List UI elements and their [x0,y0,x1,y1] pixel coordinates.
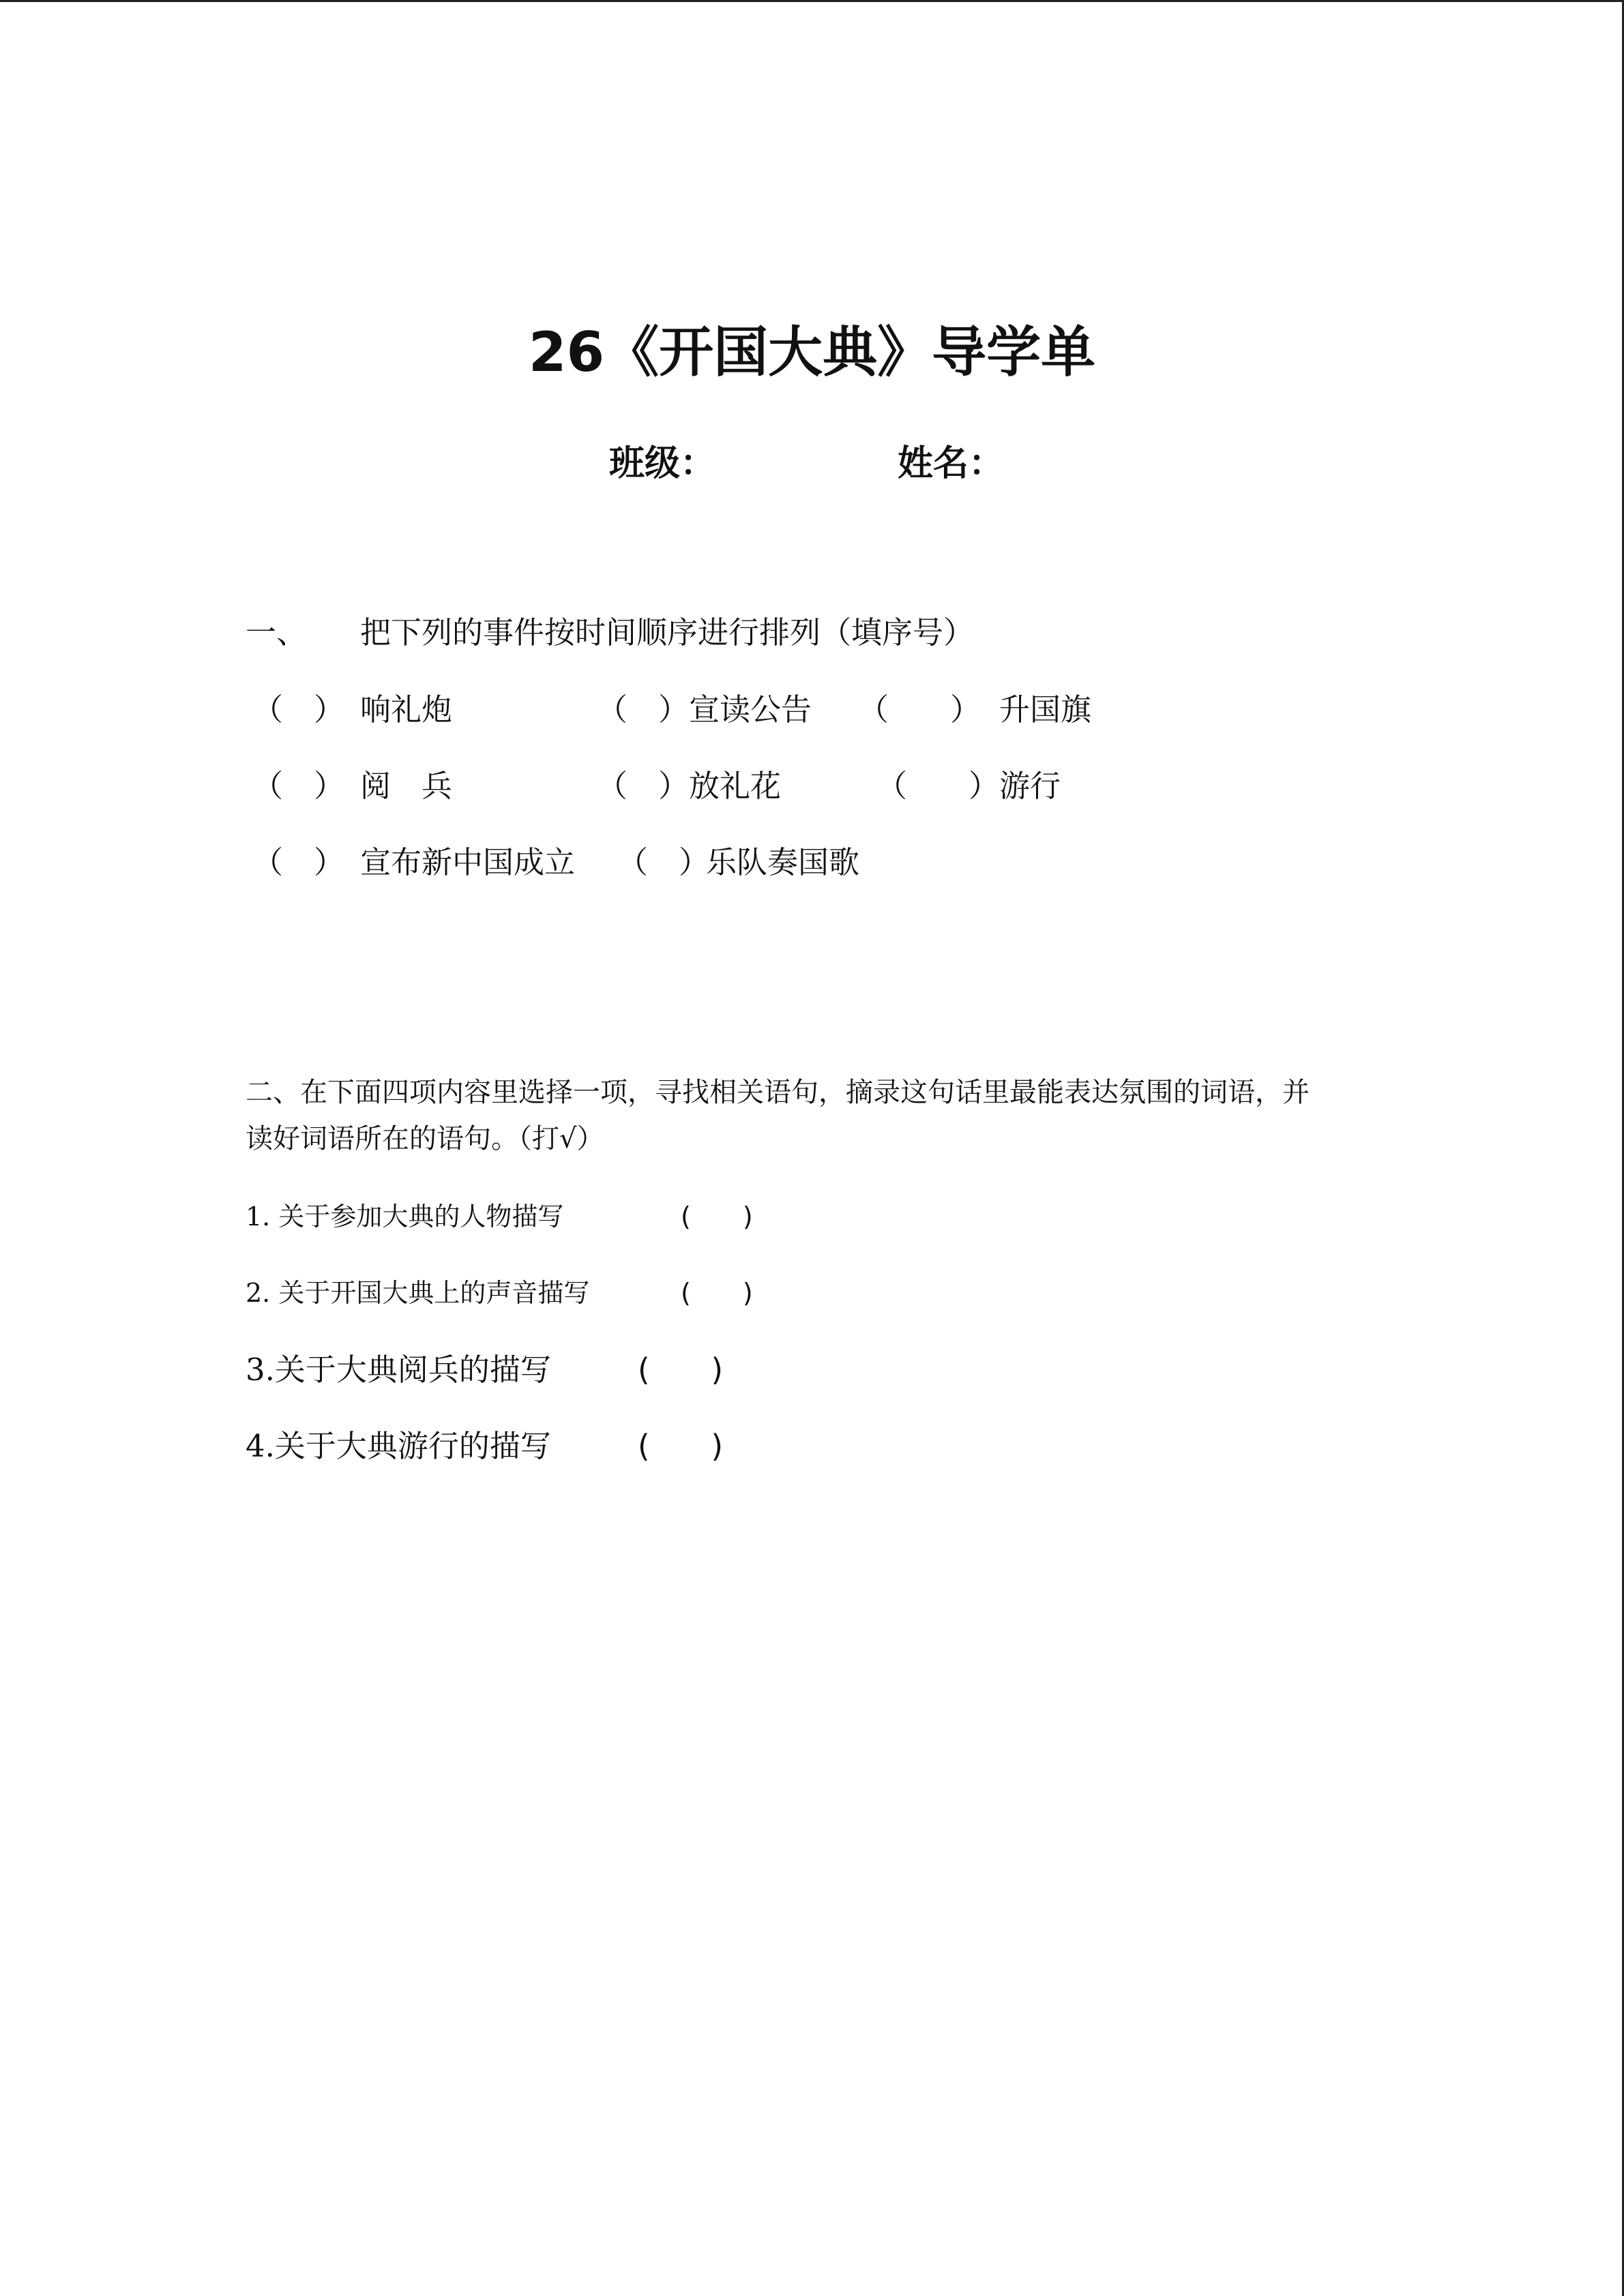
event-label: 放礼花 [689,768,782,804]
option-check-blank[interactable]: ( ) [638,1352,724,1388]
event-label: 游行 [999,768,1061,804]
option-check-blank[interactable]: ( ) [681,1278,753,1308]
option-check-blank[interactable]: ( ) [638,1428,724,1464]
page-border-top [0,0,1624,2]
order-blank[interactable]: （ ） [597,768,690,804]
event-label: 乐队奏国歌 [706,844,860,880]
page-title: 26《开国大典》导学单 [528,320,1096,384]
order-blank[interactable]: （ ） [617,844,710,880]
event-label: 升国旗 [999,691,1092,728]
option-label: 3.关于大典阅兵的描写 [246,1352,551,1388]
order-blank[interactable]: （ ） [252,844,345,880]
option-label: 4.关于大典游行的描写 [246,1428,551,1464]
event-label: 响礼炮 [360,691,453,728]
event-label: 阅 兵 [360,768,453,804]
section2-heading-line1: 二、在下面四项内容里选择一项，寻找相关语句，摘录这句话里最能表达氛围的词语，并 [246,1077,1310,1108]
class-label: 班级： [609,443,716,484]
order-blank[interactable]: （ ） [252,691,345,728]
order-blank[interactable]: （ ） [597,691,690,728]
name-label: 姓名： [898,443,1005,484]
section2-heading-line2: 读好词语所在的语句。（打√） [246,1123,604,1154]
section1-heading: 把下列的事件按时间顺序进行排列（填序号） [360,614,975,651]
section1-number: 一、 [246,614,308,651]
option-check-blank[interactable]: ( ) [681,1202,753,1232]
event-label: 宣布新中国成立 [360,844,576,880]
order-blank[interactable]: （ ） [858,691,981,728]
option-label: 1. 关于参加大典的人物描写 [246,1202,564,1232]
option-label: 2. 关于开国大典上的声音描写 [246,1278,590,1308]
order-blank[interactable]: （ ） [252,768,345,804]
event-label: 宣读公告 [689,691,812,728]
order-blank[interactable]: （ ） [876,768,1000,804]
